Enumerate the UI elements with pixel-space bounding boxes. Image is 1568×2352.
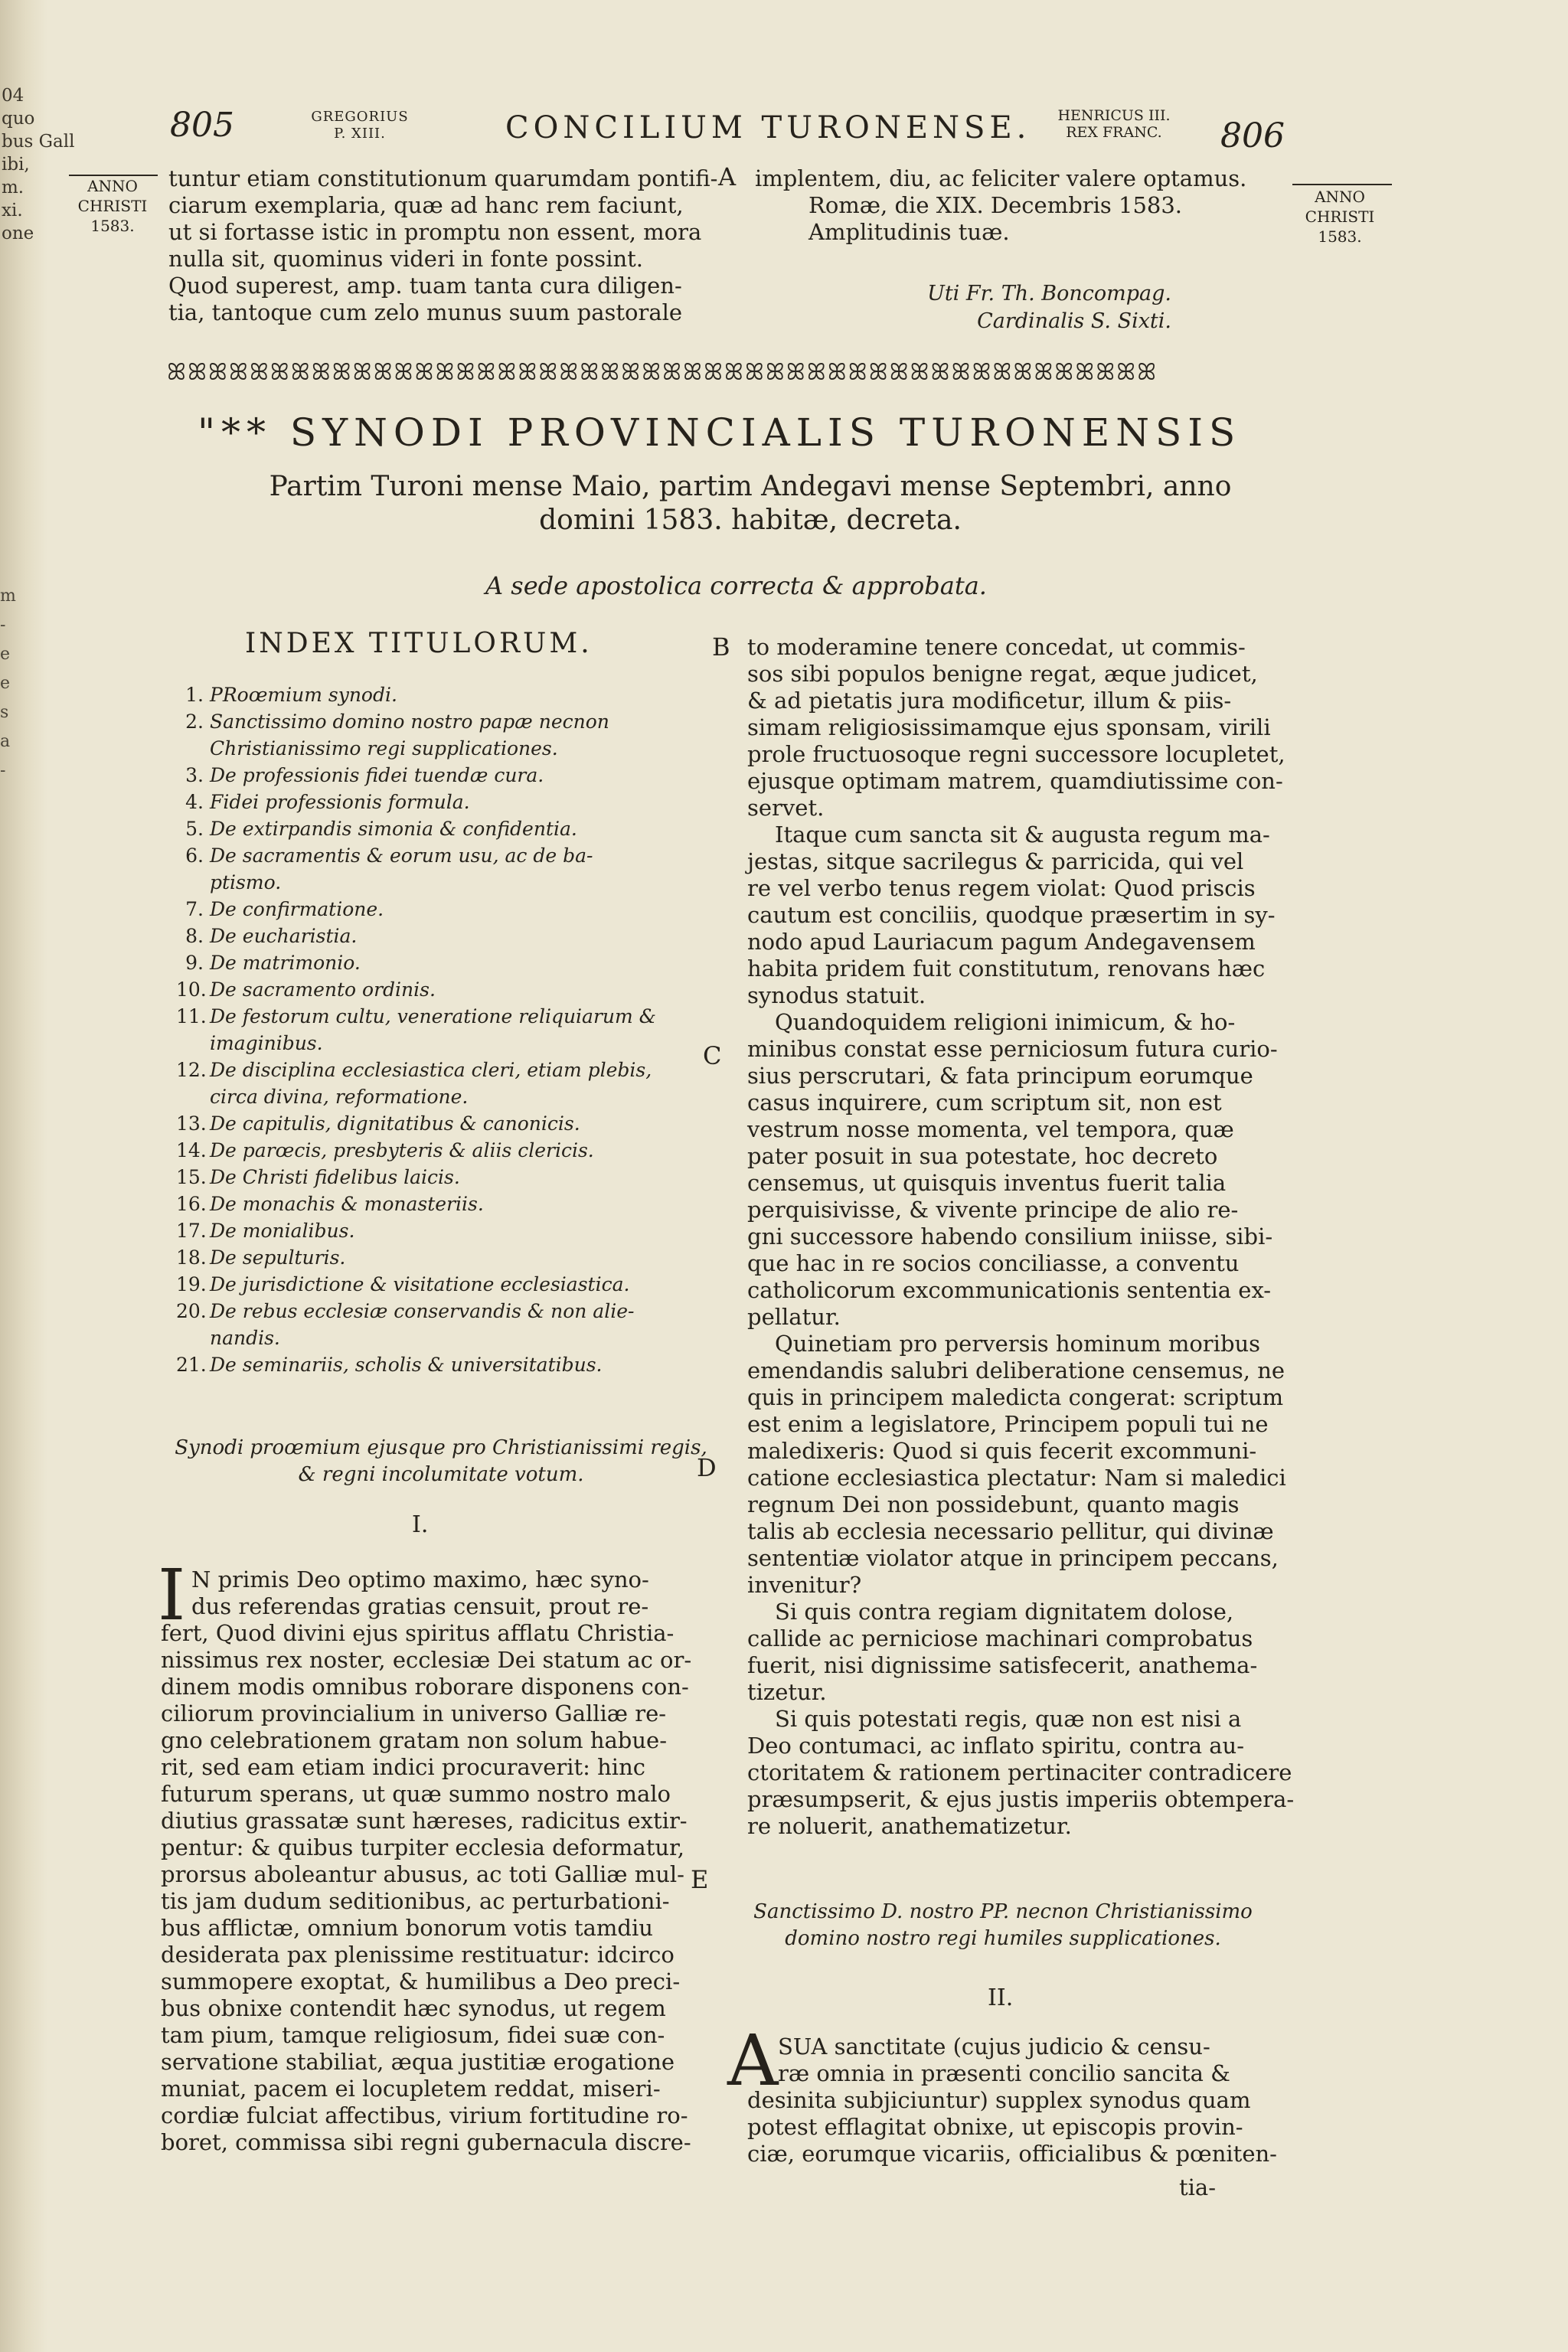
edge-line: bus Gall <box>2 132 75 152</box>
index-text: De parœcis, presbyteris & aliis clericis. <box>210 1139 594 1161</box>
text-line: dus referendas gratias censuit, prout re- <box>191 1593 649 1619</box>
index-text: De confirmatione. <box>210 898 384 920</box>
index-number: 10. <box>176 978 207 1001</box>
index-number: 5. <box>185 818 204 840</box>
index-number: 20. <box>176 1300 207 1322</box>
text-line: gno celebrationem gratam non solum habue- <box>161 1727 668 1753</box>
index-number: 21. <box>176 1354 207 1376</box>
chapter-2-number: II. <box>988 1984 1014 2011</box>
text-line: tis jam dudum seditionibus, ac perturbationi- <box>161 1888 670 1914</box>
index-item <box>176 762 712 789</box>
text-line: quis in principem maledicta congerat: scriptum <box>747 1384 1284 1410</box>
christi-label: CHRISTI <box>1305 207 1375 226</box>
index-text: De extirpandis simonia & confidentia. <box>210 818 577 840</box>
index-item <box>176 1271 712 1298</box>
chapter-2-text <box>747 2034 1277 2167</box>
heading-line: domino nostro regi humiles supplicationes. <box>785 1927 1221 1950</box>
text-line: Amplitudinis tuæ. <box>808 219 1010 245</box>
text-line: ctoritatem & rationem pertinaciter contradicere <box>747 1759 1292 1785</box>
chapter-1-number: I. <box>412 1511 429 1538</box>
anno-christi-left <box>63 176 162 236</box>
edge-mark: m <box>0 586 16 606</box>
edge-line: quo <box>2 109 35 129</box>
text-line: to moderamine tenere concedat, ut commis- <box>747 634 1246 660</box>
top-right-text <box>755 165 1246 246</box>
text-line: vestrum nosse momenta, vel tempora, quæ <box>747 1116 1234 1142</box>
subtitle-line: domini 1583. habitæ, decreta. <box>539 505 962 536</box>
text-line: est enim a legislatore, Principem populi tui ne <box>747 1411 1269 1437</box>
text-line: tia, tantoque cum zelo munus suum pastorale <box>168 299 683 325</box>
pope-label <box>306 109 413 142</box>
text-line: SUA sanctitate (cujus judicio & censu- <box>778 2034 1210 2060</box>
anno-label: ANNO <box>1315 188 1365 206</box>
anno-label: ANNO <box>87 177 138 195</box>
index-item <box>176 789 712 815</box>
index-number: 2. <box>185 710 204 733</box>
text-line: catholicorum excommunicationis sententia ex- <box>747 1277 1272 1303</box>
edge-mark: - <box>0 761 6 780</box>
index-text: Christianissimo regi supplicationes. <box>210 737 558 760</box>
text-line: bus obnixe contendit hæc synodus, ut regem <box>161 1995 666 2021</box>
index-number: 6. <box>185 844 204 867</box>
text-line: bus afflictæ, omnium bonorum votis tamdiu <box>161 1915 653 1941</box>
text-line: jestas, sitque sacrilegus & parricida, qui vel <box>747 848 1244 874</box>
text-line: ut si fortasse istic in promptu non essent, mora <box>168 219 702 245</box>
adjacent-page-edge <box>0 0 75 2352</box>
index-number: 16. <box>176 1193 207 1215</box>
section-letter-a: A <box>718 162 737 191</box>
edge-line: xi. <box>2 201 23 220</box>
edge-mark: e <box>0 645 11 664</box>
year-label: 1583. <box>90 217 135 235</box>
text-line: desiderata pax plenissime restituatur: idcirco <box>161 1942 675 1968</box>
index-item <box>176 1057 712 1110</box>
index-number: 12. <box>176 1059 207 1081</box>
index-item <box>176 815 712 842</box>
text-line: censemus, ut quisquis inventus fuerit talia <box>747 1170 1227 1196</box>
edge-line: ibi, <box>2 155 30 175</box>
section-letter-e: E <box>691 1865 709 1894</box>
heading-line: Synodi proœmium ejusque pro Christianissimi regis, <box>175 1436 707 1459</box>
edge-line: m. <box>2 178 24 198</box>
edge-mark: - <box>0 616 6 635</box>
text-line: Deo contumaci, ac inflato spiritu, contra au- <box>747 1733 1245 1759</box>
text-line: talis ab ecclesia necessario pellitur, qui divinæ <box>747 1518 1274 1544</box>
chapter-1-dropcap: I <box>158 1554 186 1636</box>
text-line: sententiæ violator atque in principem peccans, <box>747 1545 1279 1571</box>
approval-note: A sede apostolica correcta & approbata. <box>485 571 987 600</box>
index-number: 19. <box>176 1273 207 1295</box>
text-line: Quinetiam pro perversis hominum moribus <box>775 1331 1261 1357</box>
text-line: fert, Quod divini ejus spiritus afflatu Christia- <box>161 1620 675 1646</box>
index-item <box>176 1110 712 1137</box>
pope-number: P. XIII. <box>334 126 386 142</box>
text-line: Romæ, die XIX. Decembris 1583. <box>808 192 1183 218</box>
index-item <box>176 1003 712 1057</box>
text-line: re vel verbo tenus regem violat: Quod priscis <box>747 875 1256 901</box>
text-line: pellatur. <box>747 1304 841 1330</box>
text-line: ciarum exemplaria, quæ ad hanc rem faciunt, <box>168 192 684 218</box>
text-line: fuerit, nisi dignissime satisfecerit, anathema- <box>747 1652 1258 1678</box>
text-line: Itaque cum sancta sit & augusta regum ma- <box>775 822 1270 848</box>
edge-mark: s <box>0 703 9 722</box>
edge-mark: e <box>0 674 11 693</box>
anno-christi-right <box>1286 187 1393 247</box>
index-number: 9. <box>185 952 204 974</box>
catchword: tia- <box>1179 2174 1217 2200</box>
text-line: N primis Deo optimo maximo, hæc syno- <box>191 1566 649 1592</box>
text-line: synodus statuit. <box>747 982 926 1008</box>
index-text: De seminariis, scholis & universitatibus. <box>210 1354 603 1376</box>
index-item <box>176 681 712 708</box>
synod-subtitle <box>230 470 1271 537</box>
index-item <box>176 1137 712 1164</box>
adjacent-page-text <box>2 84 75 245</box>
index-item <box>176 923 712 949</box>
heading-line: Sanctissimo D. nostro PP. necnon Christianissimo <box>753 1900 1253 1923</box>
signature-title: Cardinalis S. Sixti. <box>977 309 1171 333</box>
christi-label: CHRISTI <box>77 197 148 215</box>
index-item <box>176 1298 712 1351</box>
text-line: nissimus rex noster, ecclesiæ Dei statum ac or- <box>161 1647 692 1673</box>
text-line: regnum Dei non possidebunt, quanto magis <box>747 1491 1240 1517</box>
index-text: nandis. <box>210 1327 280 1349</box>
text-line: maledixeris: Quod si quis fecerit excommuni- <box>747 1438 1257 1464</box>
text-line: servatione stabiliat, æqua justitiæ erogatione <box>161 2049 675 2075</box>
text-line: simam religiosissimamque ejus sponsam, virili <box>747 714 1271 740</box>
index-item <box>176 896 712 923</box>
text-line: re noluerit, anathematizetur. <box>747 1813 1072 1839</box>
chapter-1-text <box>161 1566 691 2156</box>
text-line: desinita subjiciuntur) supplex synodus quam <box>747 2087 1251 2113</box>
text-line: tizetur. <box>747 1679 827 1705</box>
index-text: De rebus ecclesiæ conservandis & non alie- <box>210 1300 635 1322</box>
index-list <box>176 681 712 1378</box>
text-line: boret, commissa sibi regni gubernacula discre- <box>161 2129 691 2155</box>
subtitle-line: Partim Turoni mense Maio, partim Andegavi mense Septembri, anno <box>269 471 1232 502</box>
edge-line: one <box>2 224 34 243</box>
adjacent-page-marks <box>0 582 17 786</box>
index-text: De matrimonio. <box>210 952 361 974</box>
text-line: invenitur? <box>747 1572 862 1598</box>
text-line: tuntur etiam constitutionum quarumdam pontifi- <box>168 165 718 191</box>
text-line: præsumpserit, & ejus justis imperiis obtempera- <box>747 1786 1295 1812</box>
text-line: potest efflagitat obnixe, ut episcopis provin- <box>747 2114 1243 2140</box>
index-text: De sacramento ordinis. <box>210 978 436 1001</box>
index-text: De capitulis, dignitatibus & canonicis. <box>210 1112 580 1135</box>
text-line: nodo apud Lauriacum pagum Andegavensem <box>747 929 1256 955</box>
index-number: 13. <box>176 1112 207 1135</box>
index-number: 15. <box>176 1166 207 1188</box>
index-number: 11. <box>176 1005 207 1027</box>
king-title: REX FRANC. <box>1066 124 1162 141</box>
text-line: Si quis contra regiam dignitatem dolose, <box>775 1599 1234 1625</box>
text-line: dinem modis omnibus roborare disponens con- <box>161 1674 689 1700</box>
text-line: rit, sed eam etiam indici procuraverit: hinc <box>161 1754 646 1780</box>
prooemium-heading <box>173 1435 709 1488</box>
text-line: tam pium, tamque religiosum, fidei suæ con- <box>161 2022 665 2048</box>
index-text: De professionis fidei tuendæ cura. <box>210 764 544 786</box>
index-text: Fidei professionis formula. <box>210 791 470 813</box>
text-line: que hac in re socios conciliasse, a conventu <box>747 1250 1240 1276</box>
index-text: De monachis & monasteriis. <box>210 1193 484 1215</box>
margin-rule-right <box>1292 184 1392 185</box>
index-text: ptismo. <box>210 871 282 893</box>
index-number: 17. <box>176 1220 207 1242</box>
text-line: callide ac perniciose machinari comprobatus <box>747 1625 1253 1651</box>
index-item <box>176 949 712 976</box>
index-text: De Christi fidelibus laicis. <box>210 1166 460 1188</box>
text-line: emendandis salubri deliberatione censemus, ne <box>747 1357 1285 1383</box>
text-line: ejusque optimam matrem, quamdiutissime con- <box>747 768 1283 794</box>
index-text: imaginibus. <box>210 1032 323 1054</box>
page-number-left: 805 <box>170 106 234 145</box>
index-text: De jurisdictione & visitatione ecclesiastica. <box>210 1273 630 1295</box>
index-item <box>176 708 712 762</box>
index-title: INDEX TITULORUM. <box>245 628 593 659</box>
king-label <box>1049 107 1179 141</box>
synod-title: "** SYNODI PROVINCIALIS TURONENSIS <box>198 410 1242 455</box>
index-text: De monialibus. <box>210 1220 355 1242</box>
text-line: diutius grassatæ sunt hæreses, radicitus extir- <box>161 1808 688 1834</box>
index-item <box>176 1191 712 1217</box>
ornamental-border: ꕤꕤꕤꕤꕤꕤꕤꕤꕤꕤꕤꕤꕤꕤꕤꕤꕤꕤꕤꕤꕤꕤꕤꕤꕤꕤꕤꕤꕤꕤꕤꕤꕤꕤꕤꕤꕤꕤꕤꕤꕤꕤꕤꕤꕤꕤꕤꕤ <box>167 359 1158 386</box>
index-text: De eucharistia. <box>210 925 358 947</box>
text-line: pentur: & quibus turpiter ecclesia deformatur, <box>161 1834 684 1860</box>
king-name: HENRICUS III. <box>1057 107 1171 124</box>
index-item <box>176 842 712 896</box>
text-line: nulla sit, quominus videri in fonte possint. <box>168 246 644 272</box>
text-line: prorsus aboleantur abusus, ac toti Galliæ mul- <box>161 1861 684 1887</box>
index-text: De disciplina ecclesiastica cleri, etiam plebis, <box>210 1059 652 1081</box>
text-line: pater posuit in sua potestate, hoc decreto <box>747 1143 1218 1169</box>
index-number: 3. <box>185 764 204 786</box>
text-line: cautum est conciliis, quodque præsertim in sy- <box>747 902 1276 928</box>
signature-name: Uti Fr. Th. Boncompag. <box>927 282 1171 305</box>
index-number: 4. <box>185 791 204 813</box>
index-number: 7. <box>185 898 204 920</box>
text-line: casus inquirere, cum scriptum sit, non est <box>747 1089 1222 1116</box>
text-line: sos sibi populos benigne regat, æque judicet, <box>747 661 1258 687</box>
section-letter-c: C <box>703 1041 722 1070</box>
text-line: & ad pietatis jura modificetur, illum & piis- <box>747 688 1232 714</box>
text-line: gni successore habendo consilium iniisse, sibi- <box>747 1223 1273 1250</box>
section-letter-b: B <box>712 632 730 662</box>
text-line: catione ecclesiastica plectatur: Nam si maledici <box>747 1465 1286 1491</box>
text-line: servet. <box>747 795 825 821</box>
pope-name: GREGORIUS <box>311 109 409 125</box>
right-column-text <box>747 634 1294 1840</box>
top-left-text <box>168 165 717 326</box>
chapter-2-dropcap: A <box>727 2020 779 2102</box>
text-line: implentem, diu, ac feliciter valere optamus. <box>755 165 1247 191</box>
text-line: habita pridem fuit constitutum, renovans hæc <box>747 956 1266 982</box>
text-line: minibus constat esse perniciosum futura curio- <box>747 1036 1278 1062</box>
index-number: 8. <box>185 925 204 947</box>
text-line: perquisivisse, & vivente principe de alio re- <box>747 1197 1239 1223</box>
index-item <box>176 1164 712 1191</box>
running-title: CONCILIUM TURONENSE. <box>505 110 1031 145</box>
text-line: sius perscrutari, & fata principum eorumque <box>747 1063 1253 1089</box>
index-item <box>176 1351 712 1378</box>
index-text: PRoœmium synodi. <box>210 684 397 706</box>
index-text: De sepulturis. <box>210 1246 346 1269</box>
page-number-right: 806 <box>1220 116 1285 155</box>
text-line: muniat, pacem ei locupletem reddat, miseri- <box>161 2076 661 2102</box>
edge-line: 04 <box>2 86 24 106</box>
heading-line: & regni incolumitate votum. <box>298 1463 584 1486</box>
text-line: cordiæ fulciat affectibus, virium fortitudine ro- <box>161 2102 688 2128</box>
index-item <box>176 1217 712 1244</box>
index-text: circa divina, reformatione. <box>210 1086 469 1108</box>
text-line: ciliorum provincialium in universo Galliæ re- <box>161 1700 667 1726</box>
index-text: De festorum cultu, veneratione reliquiarum & <box>210 1005 656 1027</box>
index-text: Sanctissimo domino nostro papæ necnon <box>210 710 609 733</box>
index-text: De sacramentis & eorum usu, ac de ba- <box>210 844 593 867</box>
section-letter-d: D <box>697 1453 717 1482</box>
text-line: ciæ, eorumque vicariis, officialibus & pœniten- <box>747 2141 1277 2167</box>
index-item <box>176 976 712 1003</box>
signature <box>911 280 1171 335</box>
edge-mark: a <box>0 732 11 751</box>
text-line: Quod superest, amp. tuam tanta cura diligen- <box>168 273 682 299</box>
index-number: 14. <box>176 1139 207 1161</box>
text-line: futurum sperans, ut quæ summo nostro malo <box>161 1781 671 1807</box>
supplication-heading <box>735 1899 1271 1952</box>
index-number: 1. <box>185 684 204 706</box>
index-number: 18. <box>176 1246 207 1269</box>
text-line: prole fructuosoque regni successore locupletet, <box>747 741 1285 767</box>
index-item <box>176 1244 712 1271</box>
text-line: summopere exoptat, & humilibus a Deo preci- <box>161 1968 681 1994</box>
text-line: Si quis potestati regis, quæ non est nisi a <box>775 1706 1242 1732</box>
year-label: 1583. <box>1318 227 1362 246</box>
text-line: Quandoquidem religioni inimicum, & ho- <box>775 1009 1236 1035</box>
text-line: ræ omnia in præsenti concilio sancita & <box>778 2060 1230 2086</box>
